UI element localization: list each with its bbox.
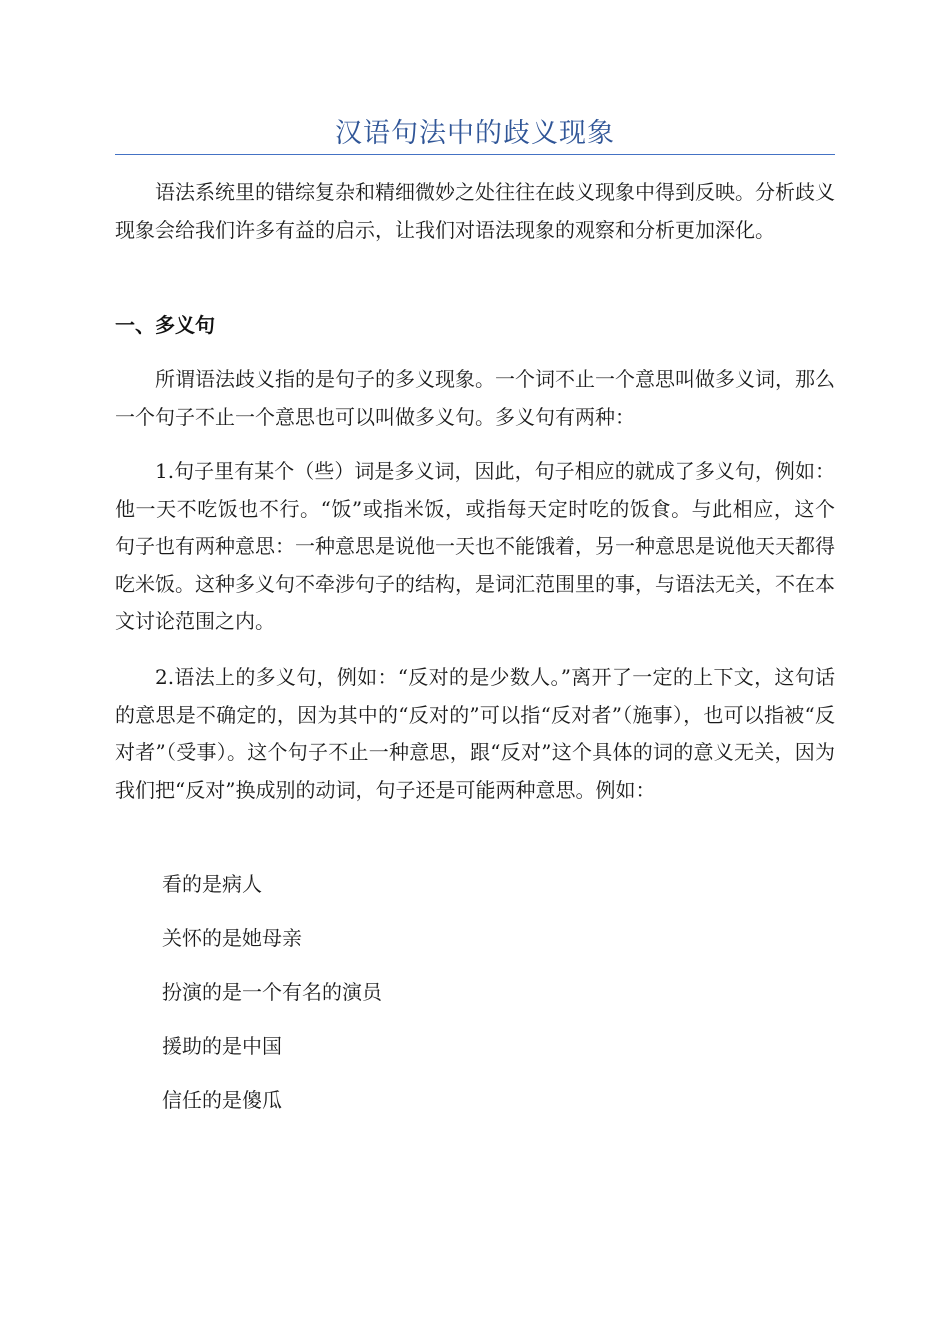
- example-sentence: 看的是病人: [162, 872, 262, 896]
- example-sentence: 信任的是傻瓜: [162, 1088, 282, 1112]
- section-paragraph-2: 1.句子里有某个（些）词是多义词，因此，句子相应的就成了多义句，例如：他一天不吃饭也不行。“饭”或指米饭，或指每天定时吃的饭食。与此相应，这个句子也有两种意思：一种意思是说他一天也不能饿着，另一种意思是说他天天都得吃米饭。这种多义句不牵涉句子的结构，是词汇范围里的事，与语法无关，不在本文讨论范围之内。: [115, 459, 835, 633]
- section-heading: 一、多义句: [115, 313, 215, 337]
- example-sentence: 援助的是中国: [162, 1034, 282, 1058]
- title-underline: [115, 154, 835, 155]
- document-title: 汉语句法中的歧义现象: [335, 118, 615, 149]
- example-sentence: 关怀的是她母亲: [162, 926, 302, 950]
- section-paragraph-1: 所谓语法歧义指的是句子的多义现象。一个词不止一个意思叫做多义词，那么一个句子不止一个意思也可以叫做多义句。多义句有两种：: [115, 367, 835, 429]
- intro-paragraph: 语法系统里的错综复杂和精细微妙之处往往在歧义现象中得到反映。分析歧义现象会给我们许多有益的启示，让我们对语法现象的观察和分析更加深化。: [115, 180, 835, 242]
- section-paragraph-3: 2.语法上的多义句，例如：“反对的是少数人。”离开了一定的上下文，这句话的意思是不确定的，因为其中的“反对的”可以指“反对者”（施事），也可以指被“反对者”（受事）。这个句子不止一种意思，跟“反对”这个具体的词的意义无关，因为我们把“反对”换成别的动词，句子还是可能两种意思。例如：: [115, 665, 835, 802]
- example-sentence: 扮演的是一个有名的演员: [162, 980, 382, 1004]
